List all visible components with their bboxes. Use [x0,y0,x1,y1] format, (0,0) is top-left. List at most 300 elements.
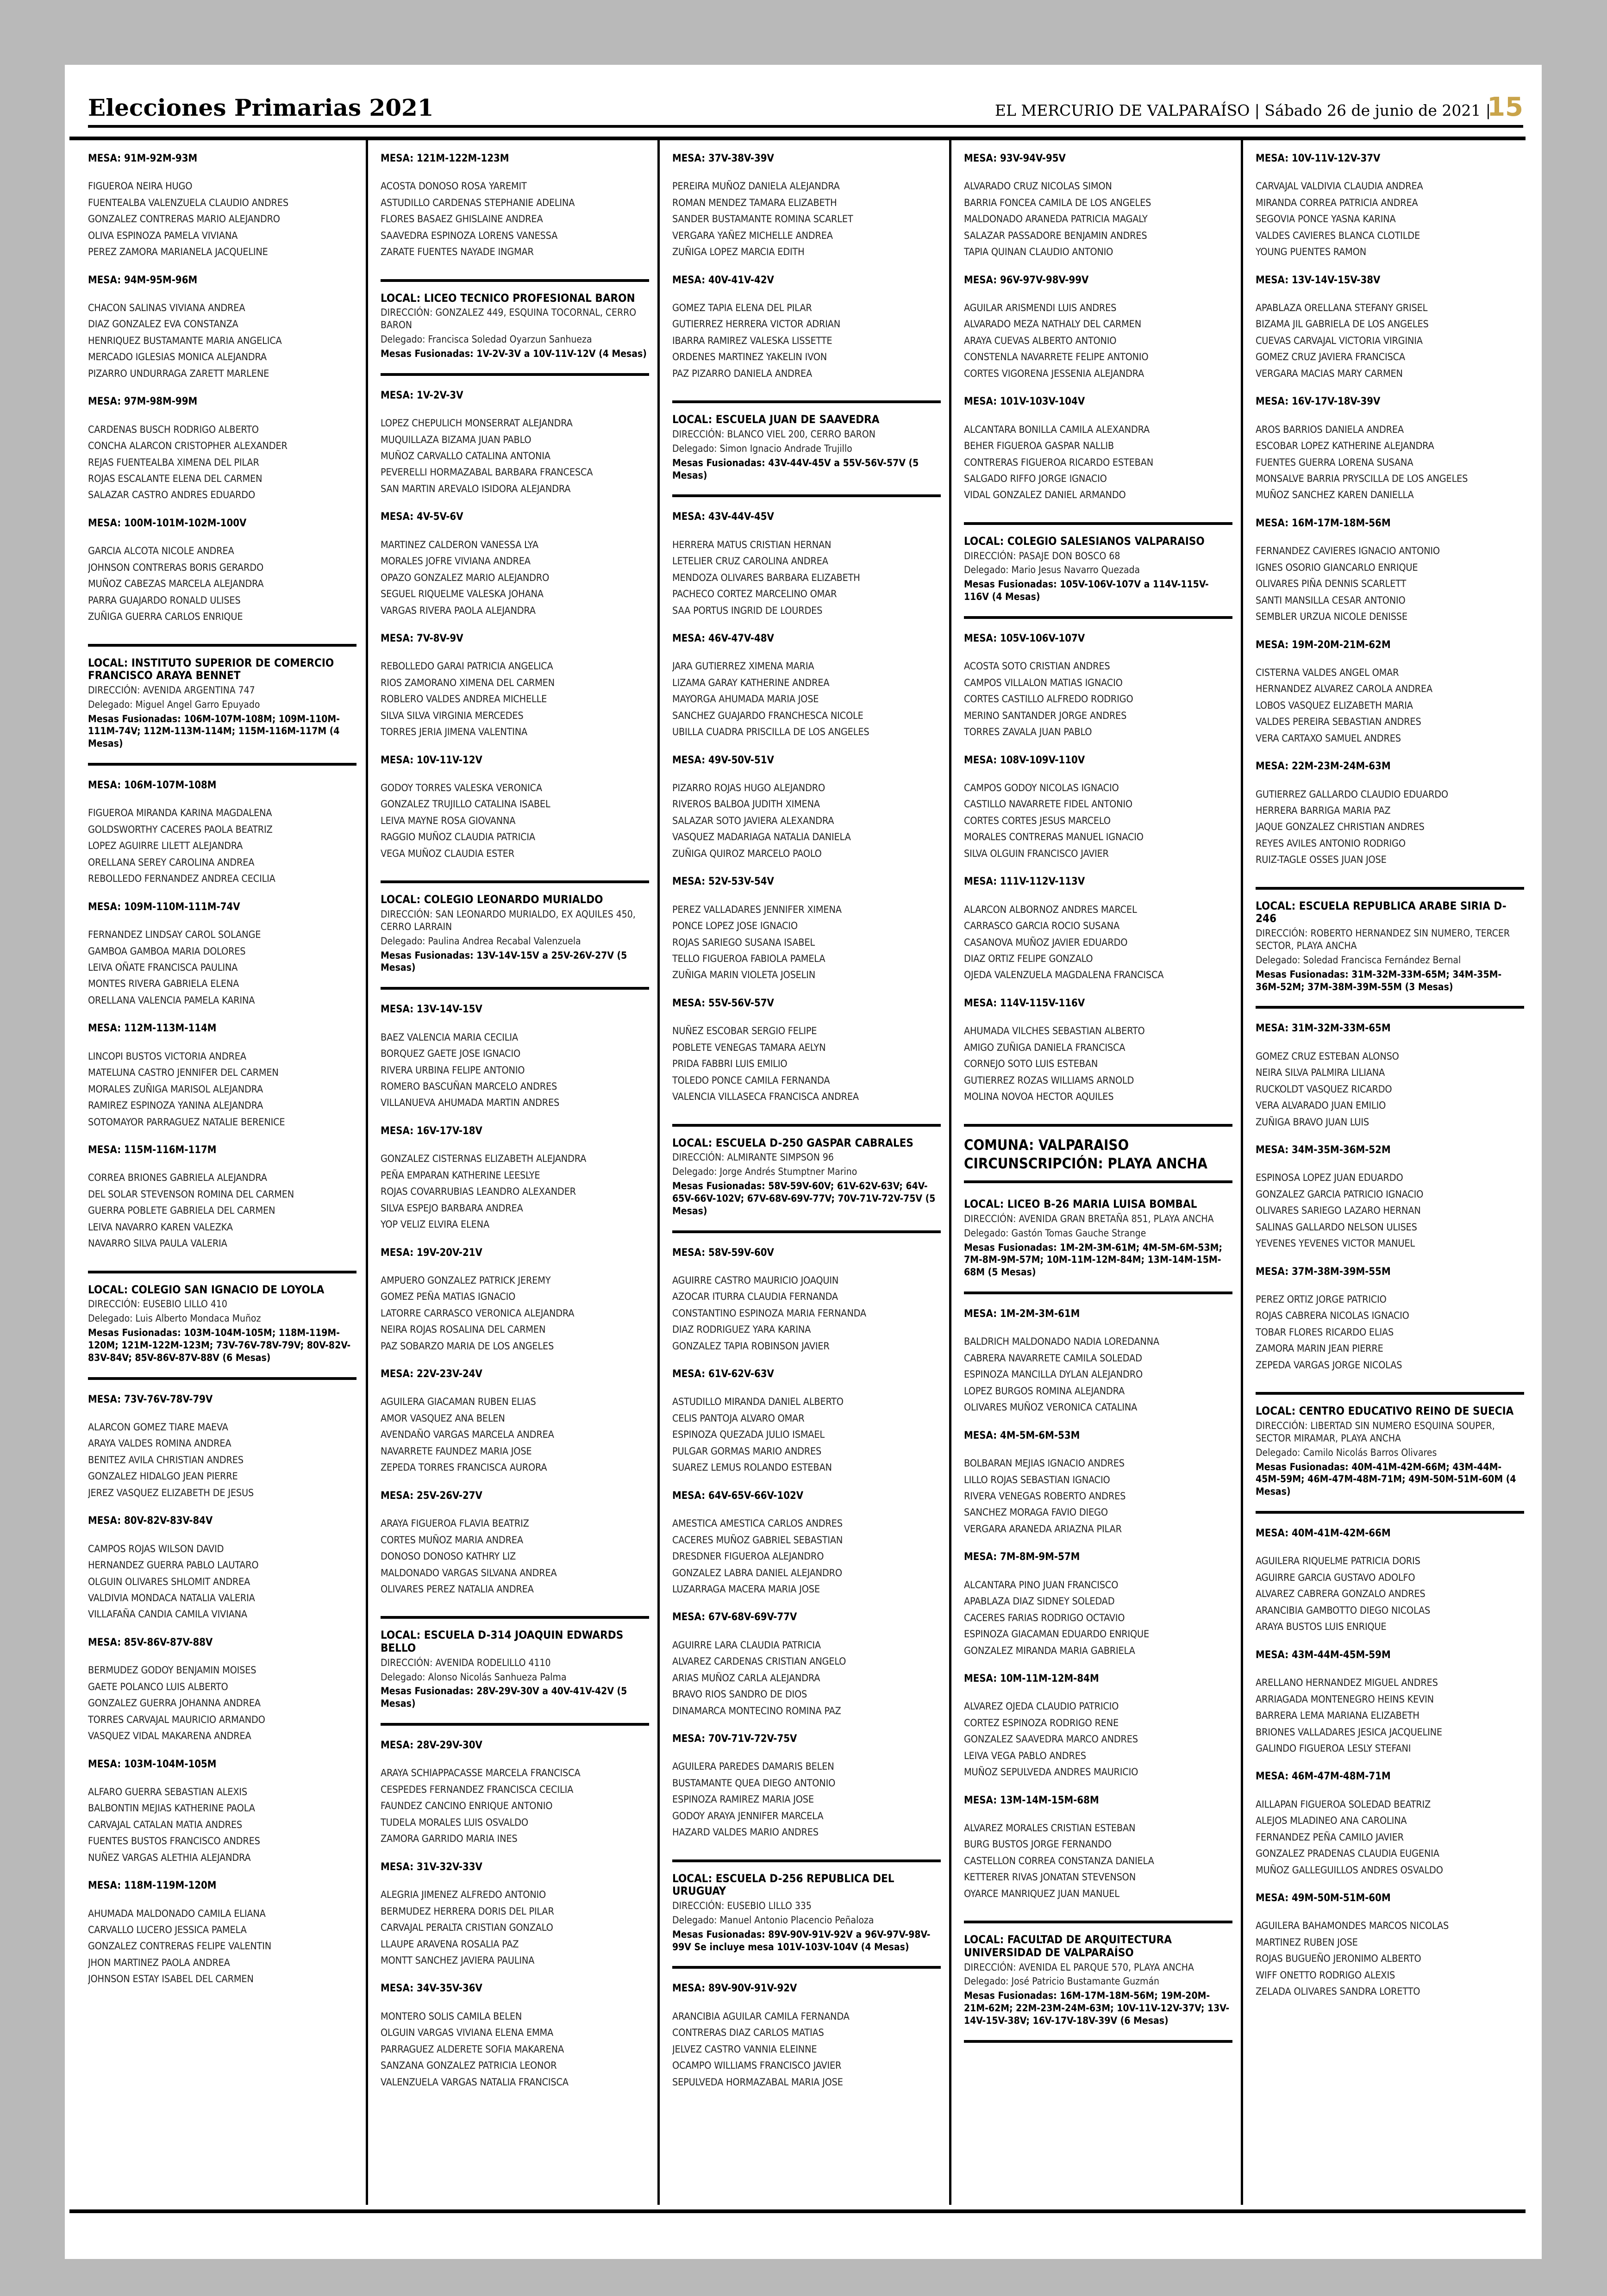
name-list [88,1906,356,1988]
person-name: PULGAR GORMAS MARIO ANDRES [672,1445,822,1457]
mesa-block [381,1247,649,1355]
column-divider [366,140,368,2205]
merged-tables: Mesas Fusionadas: 31M-32M-33M-65M; 34M-35M-36M-52M; 37M-38M-39M-55M (3 Mesas) [1256,968,1502,992]
mesa-block [672,876,941,984]
person-name: CORTES MUÑOZ MARIA ANDREA [381,1534,523,1546]
person-name: VEGA MUÑOZ CLAUDIA ESTER [381,848,515,860]
person-name: ROMAN MENDEZ TAMARA ELIZABETH [672,197,837,209]
person-name: CARRASCO GARCIA ROCIO SUSANA [964,920,1119,932]
person-name: ACOSTA SOTO CRISTIAN ANDRES [964,661,1110,673]
mesa-title: MESA: 103M-104M-105M [88,1758,217,1770]
person-name: DINAMARCA MONTECINO ROMINA PAZ [672,1705,841,1717]
person-name: AGUILERA RIQUELME PATRICIA DORIS [1256,1555,1420,1567]
person-name: YOUNG PUENTES RAMON [1256,246,1366,258]
person-name: MONSALVE BARRIA PRYSCILLA DE LOS ANGELES [1256,473,1468,485]
person-name: CONCHA ALARCON CRISTOPHER ALEXANDER [88,440,288,452]
person-name: IBARRA RAMIREZ VALESKA LISSETTE [672,335,832,347]
mesa-title: MESA: 91M-92M-93M [88,153,198,164]
person-name: AHUMADA MALDONADO CAMILA ELIANA [88,1908,266,1920]
person-name: ESPINOSA LOPEZ JUAN EDUARDO [1256,1172,1403,1184]
mesa-title: MESA: 70V-71V-72V-75V [672,1733,797,1745]
person-name: ROJAS BUGUEÑO JERONIMO ALBERTO [1256,1953,1421,1965]
mesa-block [672,1490,941,1598]
person-name: DIAZ RODRIGUEZ YARA KARINA [672,1324,811,1336]
person-name: VARGAS RIVERA PAOLA ALEJANDRA [381,605,536,617]
person-name: TUDELA MORALES LUIS OSVALDO [381,1816,528,1828]
mesa-title: MESA: 16V-17V-18V [381,1125,482,1137]
person-name: BARRIA FONCEA CAMILA DE LOS ANGELES [964,197,1151,209]
person-name: AROS BARRIOS DANIELA ANDREA [1256,424,1404,436]
local-address: DIRECCIÓN: AVENIDA RODELILLO 4110 [381,1657,551,1668]
person-name: TOBAR FLORES RICARDO ELIAS [1256,1326,1394,1338]
name-list [1256,1048,1524,1130]
person-name: ALVARADO MEZA NATHALY DEL CARMEN [964,318,1141,331]
mesa-block [964,1430,1232,1538]
mesa-title: MESA: 100M-101M-102M-100V [88,517,247,529]
person-name: ROMERO BASCUÑAN MARCELO ANDRES [381,1080,557,1092]
local-title: LOCAL: COLEGIO SALESIANOS VALPARAISO [964,534,1205,548]
person-name: ESPINOZA MANCILLA DYLAN ALEJANDRO [964,1369,1143,1381]
name-list [672,658,941,740]
person-name: AGUIRRE GARCIA GUSTAVO ADOLFO [1256,1572,1415,1584]
person-name: BENITEZ AVILA CHRISTIAN ANDRES [88,1454,244,1466]
person-name: GUTIERREZ GALLARDO CLAUDIO EDUARDO [1256,788,1448,800]
person-name: CASTELLON CORREA CONSTANZA DANIELA [964,1855,1154,1867]
mesa-title: MESA: 108V-109V-110V [964,754,1085,766]
mesa-block [964,1551,1232,1659]
person-name: CESPEDES FERNANDEZ FRANCISCA CECILIA [381,1784,574,1796]
merged-tables: Mesas Fusionadas: 103M-104M-105M; 118M-119M-120M; 121M-122M-123M; 73V-76V-78V-79V; 80V-82V-83V-84V; 85V-86V-87V-88V (6 Mesas) [88,1327,351,1363]
person-name: HENRIQUEZ BUSTAMANTE MARIA ANGELICA [88,335,282,347]
mesa-block [88,518,356,625]
person-name: CASTILLO NAVARRETE FIDEL ANTONIO [964,799,1132,811]
name-list [1256,1553,1524,1635]
mesa-title: MESA: 10V-11V-12V [381,754,482,766]
person-name: RAMIREZ ESPINOZA YANINA ALEJANDRA [88,1100,263,1112]
person-name: TORRES JERIA JIMENA VALENTINA [381,726,528,738]
person-name: YEVENES YEVENES VICTOR MANUEL [1256,1238,1415,1250]
mesa-title: MESA: 106M-107M-108M [88,780,217,792]
person-name: BALBONTIN MEJIAS KATHERINE PAOLA [88,1803,255,1815]
name-list [672,537,941,619]
person-name: MORALES ZUÑIGA MARISOL ALEJANDRA [88,1083,263,1095]
local-box [672,400,941,497]
person-name: REBOLLEDO FERNANDEZ ANDREA CECILIA [88,873,275,885]
person-name: ALEJOS MLADINEO ANA CAROLINA [1256,1815,1407,1827]
person-name: GONZALEZ CONTRERAS MARIO ALEJANDRO [88,213,280,225]
person-name: ALVAREZ OJEDA CLAUDIO PATRICIO [964,1701,1119,1713]
mesa-block [88,396,356,504]
person-name: RIVEROS BALBOA JUDITH XIMENA [672,799,820,811]
person-name: ROJAS CABRERA NICOLAS IGNACIO [1256,1310,1409,1322]
mesa-title: MESA: 111V-112V-113V [964,876,1085,888]
person-name: FAUNDEZ CANCINO ENRIQUE ANTONIO [381,1800,553,1812]
person-name: VALENZUELA VARGAS NATALIA FRANCISCA [381,2076,569,2088]
person-name: ARRIAGADA MONTENEGRO HEINS KEVIN [1256,1693,1434,1705]
person-name: MUQUILLAZA BIZAMA JUAN PABLO [381,434,531,446]
column-4 [964,139,1232,2203]
person-name: SANCHEZ MORAGA FAVIO DIEGO [964,1507,1108,1519]
person-name: BRIONES VALLADARES JESICA JACQUELINE [1256,1726,1442,1738]
person-name: TAPIA QUINAN CLAUDIO ANTONIO [964,246,1113,258]
mesa-block [964,633,1232,741]
column-1 [88,139,356,2203]
person-name: GONZALEZ LABRA DANIEL ALEJANDRO [672,1567,842,1579]
person-name: GOMEZ TAPIA ELENA DEL PILAR [672,302,812,314]
person-name: MERCADO IGLESIAS MONICA ALEJANDRA [88,351,267,363]
person-name: BAEZ VALENCIA MARIA CECILIA [381,1031,518,1043]
mesa-block [964,1308,1232,1416]
person-name: ARAYA VALDES ROMINA ANDREA [88,1438,231,1450]
person-name: TORRES ZAVALA JUAN PABLO [964,726,1092,738]
person-name: SEMBLER URZUA NICOLE DENISSE [1256,611,1407,623]
page-header [88,88,1523,128]
mesa-block [1256,1144,1524,1252]
column-5 [1256,139,1524,2203]
name-list [964,300,1232,382]
name-list [88,1419,356,1501]
person-name: VASQUEZ MADARIAGA NATALIA DANIELA [672,831,851,843]
person-name: GAETE POLANCO LUIS ALBERTO [88,1681,228,1693]
mesa-block [381,1004,649,1111]
name-list [964,178,1232,260]
person-name: BOLBARAN MEJIAS IGNACIO ANDRES [964,1458,1125,1470]
mesa-title: MESA: 31M-32M-33M-65M [1256,1023,1391,1035]
person-name: APABLAZA ORELLANA STEFANY GRISEL [1256,302,1428,314]
person-name: VALDIVIA MONDACA NATALIA VALERIA [88,1592,255,1604]
name-list [381,2009,649,2090]
person-name: BIZAMA JIL GABRIELA DE LOS ANGELES [1256,318,1429,331]
name-list [88,1784,356,1866]
local-box [381,1616,649,1726]
mesa-title: MESA: 55V-56V-57V [672,997,774,1009]
name-list [381,658,649,740]
person-name: ARAYA FIGUEROA FLAVIA BEATRIZ [381,1518,529,1530]
person-name: LEIVA NAVARRO KAREN VALEZKA [88,1221,233,1233]
name-list [672,1273,941,1354]
name-list [1256,300,1524,382]
person-name: VALENCIA VILLASECA FRANCISCA ANDREA [672,1091,859,1103]
mesa-title: MESA: 109M-110M-111M-74V [88,901,240,913]
person-name: SEGOVIA PONCE YASNA KARINA [1256,213,1396,225]
person-name: AZOCAR ITURRA CLAUDIA FERNANDA [672,1291,838,1303]
name-list [964,1820,1232,1902]
person-name: JELVEZ CASTRO VANNIA ELEINNE [672,2043,817,2055]
mesa-title: MESA: 52V-53V-54V [672,876,774,888]
name-list [381,178,649,260]
local-delegate: Delegado: Soledad Francisca Fernández Bernal [1256,954,1461,966]
name-list [88,1170,356,1252]
newspaper-dateline: EL MERCURIO DE VALPARAÍSO | Sábado 26 de junio de 2021 | [994,101,1491,119]
person-name: PEREZ ORTIZ JORGE PATRICIO [1256,1293,1387,1305]
mesa-title: MESA: 67V-68V-69V-77V [672,1611,797,1623]
person-name: FUENTEALBA VALENZUELA CLAUDIO ANDRES [88,197,288,209]
mesa-title: MESA: 25V-26V-27V [381,1490,482,1502]
local-address: DIRECCIÓN: ROBERTO HERNANDEZ SIN NUMERO, TERCER SECTOR, PLAYA ANCHA [1256,928,1510,951]
person-name: VIDAL GONZALEZ DANIEL ARMANDO [964,489,1126,501]
person-name: BALDRICH MALDONADO NADIA LOREDANNA [964,1336,1159,1348]
name-list [964,422,1232,504]
merged-tables: Mesas Fusionadas: 28V-29V-30V a 40V-41V-42V (5 Mesas) [381,1685,627,1710]
column-2 [381,139,649,2203]
person-name: SILVA OLGUIN FRANCISCO JAVIER [964,848,1109,860]
person-name: BEHER FIGUEROA GASPAR NALLIB [964,440,1114,452]
mesa-block [381,1983,649,2090]
mesa-title: MESA: 19M-20M-21M-62M [1256,639,1391,651]
name-list [381,1516,649,1597]
person-name: MONTT SANCHEZ JAVIERA PAULINA [381,1954,535,1966]
mesa-title: MESA: 7V-8V-9V [381,633,463,645]
name-list [1256,1797,1524,1878]
mesa-title: MESA: 105V-106V-107V [964,633,1085,645]
mesa-block [381,511,649,619]
local-delegate: Delegado: Luis Alberto Mondaca Muñoz [88,1313,261,1324]
mesa-title: MESA: 1M-2M-3M-61M [964,1308,1080,1320]
person-name: ZUÑIGA MARIN VIOLETA JOSELIN [672,969,816,981]
person-name: GONZALEZ CISTERNAS ELIZABETH ALEJANDRA [381,1153,587,1165]
person-name: FLORES BASAEZ GHISLAINE ANDREA [381,213,543,225]
person-name: CAMPOS ROJAS WILSON DAVID [88,1543,224,1555]
person-name: ALEGRIA JIMENEZ ALFREDO ANTONIO [381,1889,546,1901]
person-name: BARRERA LEMA MARIANA ELIZABETH [1256,1710,1419,1722]
person-name: ZAMORA MARIN JEAN PIERRE [1256,1343,1383,1355]
person-name: VILLANUEVA AHUMADA MARTIN ANDRES [381,1097,560,1109]
person-name: ZUÑIGA LOPEZ MARCIA EDITH [672,246,805,258]
person-name: CORTES CORTES JESUS MARCELO [964,815,1111,827]
local-box [672,1124,941,1233]
person-name: GODOY ARAYA JENNIFER MARCELA [672,1810,824,1822]
person-name: SANCHEZ GUAJARDO FRANCHESCA NICOLE [672,710,863,722]
local-delegate: Delegado: Francisca Soledad Oyarzun Sanhueza [381,333,592,345]
local-address: DIRECCIÓN: EUSEBIO LILLO 410 [88,1298,227,1310]
person-name: AGUIRRE LARA CLAUDIA PATRICIA [672,1639,821,1651]
name-list [88,543,356,625]
name-list [88,1541,356,1623]
person-name: ALVAREZ CABRERA GONZALO ANDRES [1256,1588,1426,1600]
mesa-block [964,396,1232,504]
merged-tables: Mesas Fusionadas: 89V-90V-91V-92V a 96V-97V-98V-99V Se incluye mesa 101V-103V-104V (4 Mesas) [672,1928,931,1953]
person-name: ROJAS ESCALANTE ELENA DEL CARMEN [88,473,263,485]
person-name: OYARCE MANRIQUEZ JUAN MANUEL [964,1888,1119,1900]
person-name: ROBLERO VALDES ANDREA MICHELLE [381,693,547,705]
person-name: SANZANA GONZALEZ PATRICIA LEONOR [381,2060,557,2072]
local-title: LOCAL: FACULTAD DE ARQUITECTURA UNIVERSIDAD DE VALPARAÍSO [964,1933,1172,1959]
person-name: AGUILERA PAREDES DAMARIS BELEN [672,1761,834,1773]
name-list [88,300,356,382]
mesa-title: MESA: 13M-14M-15M-68M [964,1794,1099,1806]
mesa-block [964,153,1232,261]
person-name: UBILLA CUADRA PRISCILLA DE LOS ANGELES [672,726,869,738]
person-name: RAGGIO MUÑOZ CLAUDIA PATRICIA [381,831,535,843]
person-name: PONCE LOPEZ JOSE IGNACIO [672,920,798,932]
name-list [381,537,649,619]
mesa-title: MESA: 28V-29V-30V [381,1740,482,1752]
person-name: ALCANTARA PINO JUAN FRANCISCO [964,1579,1119,1591]
person-name: VILLAFAÑA CANDIA CAMILA VIVIANA [88,1609,247,1621]
person-name: ARELLANO HERNANDEZ MIGUEL ANDRES [1256,1677,1438,1689]
name-list [964,1023,1232,1105]
mesa-title: MESA: 80V-82V-83V-84V [88,1515,213,1527]
person-name: CARVAJAL VALDIVIA CLAUDIA ANDREA [1256,181,1423,193]
person-name: LEIVA MAYNE ROSA GIOVANNA [381,815,516,827]
person-name: BERMUDEZ HERRERA DORIS DEL PILAR [381,1905,554,1917]
mesa-title: MESA: 37V-38V-39V [672,153,774,164]
person-name: MIRANDA CORREA PATRICIA ANDREA [1256,197,1418,209]
person-name: GALINDO FIGUEROA LESLY STEFANI [1256,1742,1411,1754]
person-name: AMIGO ZUÑIGA DANIELA FRANCISCA [964,1042,1126,1054]
person-name: CUEVAS CARVAJAL VICTORIA VIRGINIA [1256,335,1423,347]
person-name: ALVAREZ MORALES CRISTIAN ESTEBAN [964,1822,1136,1834]
name-list [964,658,1232,740]
person-name: OLIVARES MUÑOZ VERONICA CATALINA [964,1402,1138,1414]
person-name: OLGUIN VARGAS VIVIANA ELENA EMMA [381,2027,554,2039]
local-address: DIRECCIÓN: EUSEBIO LILLO 335 [672,1900,812,1911]
mesa-block [1256,1266,1524,1374]
person-name: RUIZ-TAGLE OSSES JUAN JOSE [1256,854,1387,866]
person-name: LOPEZ CHEPULICH MONSERRAT ALEJANDRA [381,418,573,430]
mesa-title: MESA: 61V-62V-63V [672,1368,774,1380]
person-name: MORALES JOFRE VIVIANA ANDREA [381,555,531,568]
mesa-block [1256,1649,1524,1757]
mesa-title: MESA: 31V-32V-33V [381,1861,482,1873]
person-name: OPAZO GONZALEZ MARIO ALEJANDRO [381,572,550,584]
local-box [88,1271,356,1380]
person-name: ZUÑIGA BRAVO JUAN LUIS [1256,1116,1369,1128]
mesa-block [88,1394,356,1502]
person-name: SUAREZ LEMUS ROLANDO ESTEBAN [672,1462,832,1474]
mesa-title: MESA: 118M-119M-120M [88,1880,217,1892]
person-name: JHON MARTINEZ PAOLA ANDREA [88,1957,230,1969]
person-name: JOHNSON CONTRERAS BORIS GERARDO [88,562,263,574]
page-number: 15 [1487,92,1523,122]
local-address: DIRECCIÓN: PASAJE DON BOSCO 68 [964,550,1120,562]
local-title: LOCAL: COLEGIO LEONARDO MURIALDO [381,893,603,906]
local-box [964,1188,1232,1294]
person-name: WIFF ONETTO RODRIGO ALEXIS [1256,1969,1395,1981]
person-name: CELIS PANTOJA ALVARO OMAR [672,1412,805,1424]
mesa-block [672,998,941,1105]
merged-tables: Mesas Fusionadas: 13V-14V-15V a 25V-26V-27V (5 Mesas) [381,949,627,973]
person-name: BRAVO RIOS SANDRO DE DIOS [672,1689,807,1701]
mesa-block [672,1368,941,1476]
person-name: LLAUPE ARAVENA ROSALIA PAZ [381,1938,519,1950]
person-name: NEIRA SILVA PALMIRA LILIANA [1256,1067,1385,1079]
person-name: YOP VELIZ ELVIRA ELENA [381,1219,489,1231]
person-name: FERNANDEZ PEÑA CAMILO JAVIER [1256,1831,1404,1843]
person-name: CORNEJO SOTO LUIS ESTEBAN [964,1058,1098,1070]
person-name: MUÑOZ CABEZAS MARCELA ALEJANDRA [88,578,264,590]
person-name: ZELADA OLIVARES SANDRA LORETTO [1256,1986,1420,1998]
person-name: PEREIRA MUÑOZ DANIELA ALEJANDRA [672,181,840,193]
person-name: MATELUNA CASTRO JENNIFER DEL CARMEN [88,1067,279,1079]
person-name: GARCIA ALCOTA NICOLE ANDREA [88,545,234,557]
person-name: GONZALEZ CONTRERAS FELIPE VALENTIN [88,1940,271,1953]
person-name: SALAZAR SOTO JAVIERA ALEXANDRA [672,815,834,827]
person-name: PAZ PIZARRO DANIELA ANDREA [672,368,813,380]
person-name: LILLO ROJAS SEBASTIAN IGNACIO [964,1474,1110,1486]
local-delegate: Delegado: Miguel Angel Garro Epuyado [88,699,260,710]
person-name: LINCOPI BUSTOS VICTORIA ANDREA [88,1050,246,1062]
mesa-block [381,1125,649,1233]
name-list [1256,1675,1524,1757]
person-name: ARAYA CUEVAS ALBERTO ANTONIO [964,335,1117,347]
mesa-block [672,1247,941,1355]
local-title: LOCAL: ESCUELA D-250 GASPAR CABRALES [672,1136,913,1149]
local-title: LOCAL: LICEO TECNICO PROFESIONAL BARON [381,291,635,305]
merged-tables: Mesas Fusionadas: 16M-17M-18M-56M; 19M-20M-21M-62M; 22M-23M-24M-63M; 10V-11V-12V-37V; 13V-14V-15V-38V; 16V-17V-18V-39V (6 Mesas) [964,1990,1230,2027]
name-list [381,1029,649,1111]
person-name: ESCOBAR LOPEZ KATHERINE ALEJANDRA [1256,440,1434,452]
person-name: AGUILERA BAHAMONDES MARCOS NICOLAS [1256,1920,1449,1932]
merged-tables: Mesas Fusionadas: 1V-2V-3V a 10V-11V-12V (4 Mesas) [381,348,647,359]
person-name: REJAS FUENTEALBA XIMENA DEL PILAR [88,456,259,468]
mesa-title: MESA: 93V-94V-95V [964,153,1066,164]
mesa-block [88,901,356,1009]
mesa-title: MESA: 37M-38M-39M-55M [1256,1266,1391,1278]
mesa-title: MESA: 13V-14V-15V [381,1004,482,1016]
person-name: ASTUDILLO CARDENAS STEPHANIE ADELINA [381,197,575,209]
person-name: CONSTANTINO ESPINOZA MARIA FERNANDA [672,1307,866,1319]
person-name: GONZALEZ GUERRA JOHANNA ANDREA [88,1697,261,1710]
section-title: Elecciones Primarias 2021 [88,94,434,121]
name-list [381,1887,649,1969]
person-name: ALVAREZ CARDENAS CRISTIAN ANGELO [672,1656,846,1668]
person-name: GUTIERREZ HERRERA VICTOR ADRIAN [672,318,840,331]
person-name: ZEPEDA TORRES FRANCISCA AURORA [381,1462,547,1474]
mesa-title: MESA: 34M-35M-36M-52M [1256,1144,1391,1156]
person-name: SAN MARTIN AREVALO ISIDORA ALEJANDRA [381,483,571,495]
local-title: LOCAL: ESCUELA REPUBLICA ARABE SIRIA D-246 [1256,899,1507,925]
person-name: HERNANDEZ ALVAREZ CAROLA ANDREA [1256,683,1432,695]
person-name: HERRERA BARRIGA MARIA PAZ [1256,805,1391,817]
comuna-name: COMUNA: VALPARAISO [964,1136,1129,1154]
mesa-block [964,876,1232,984]
person-name: MAYORGA AHUMADA MARIA JOSE [672,693,819,705]
person-name: VALDES PEREIRA SEBASTIAN ANDRES [1256,716,1421,728]
person-name: CARDENAS BUSCH RODRIGO ALBERTO [88,424,259,436]
mesa-title: MESA: 16M-17M-18M-56M [1256,517,1391,529]
person-name: HERRERA MATUS CRISTIAN HERNAN [672,539,832,551]
mesa-block [381,153,649,261]
name-list [1256,543,1524,625]
person-name: CONTRERAS DIAZ CARLOS MATIAS [672,2027,824,2039]
person-name: CARVAJAL CATALAN MATIA ANDRES [88,1819,242,1831]
person-name: GUTIERREZ ROZAS WILLIAMS ARNOLD [964,1074,1134,1086]
mesa-title: MESA: 89V-90V-91V-92V [672,1983,797,1995]
name-list [88,805,356,887]
person-name: ARAYA BUSTOS LUIS ENRIQUE [1256,1621,1387,1633]
local-box [1256,887,1524,1009]
person-name: OLIVARES PIÑA DENNIS SCARLETT [1256,578,1407,590]
local-box [381,279,649,376]
mesa-block [381,1740,649,1847]
name-list [672,178,941,260]
local-address: DIRECCIÓN: AVENIDA ARGENTINA 747 [88,684,255,696]
mesa-title: MESA: 49M-50M-51M-60M [1256,1892,1391,1904]
mesa-block [672,633,941,741]
name-list [964,1577,1232,1659]
mesa-block [88,1637,356,1745]
local-delegate: Delegado: Mario Jesus Navarro Quezada [964,564,1140,576]
person-name: LOBOS VASQUEZ ELIZABETH MARIA [1256,699,1413,711]
person-name: FIGUEROA NEIRA HUGO [88,181,193,193]
local-box [964,522,1232,619]
mesa-title: MESA: 43M-44M-45M-59M [1256,1649,1391,1661]
mesa-block [381,1490,649,1598]
name-list [672,1516,941,1597]
person-name: ESPINOZA RAMIREZ MARIA JOSE [672,1794,814,1806]
person-name: MUÑOZ CARVALLO CATALINA ANTONIA [381,450,550,462]
